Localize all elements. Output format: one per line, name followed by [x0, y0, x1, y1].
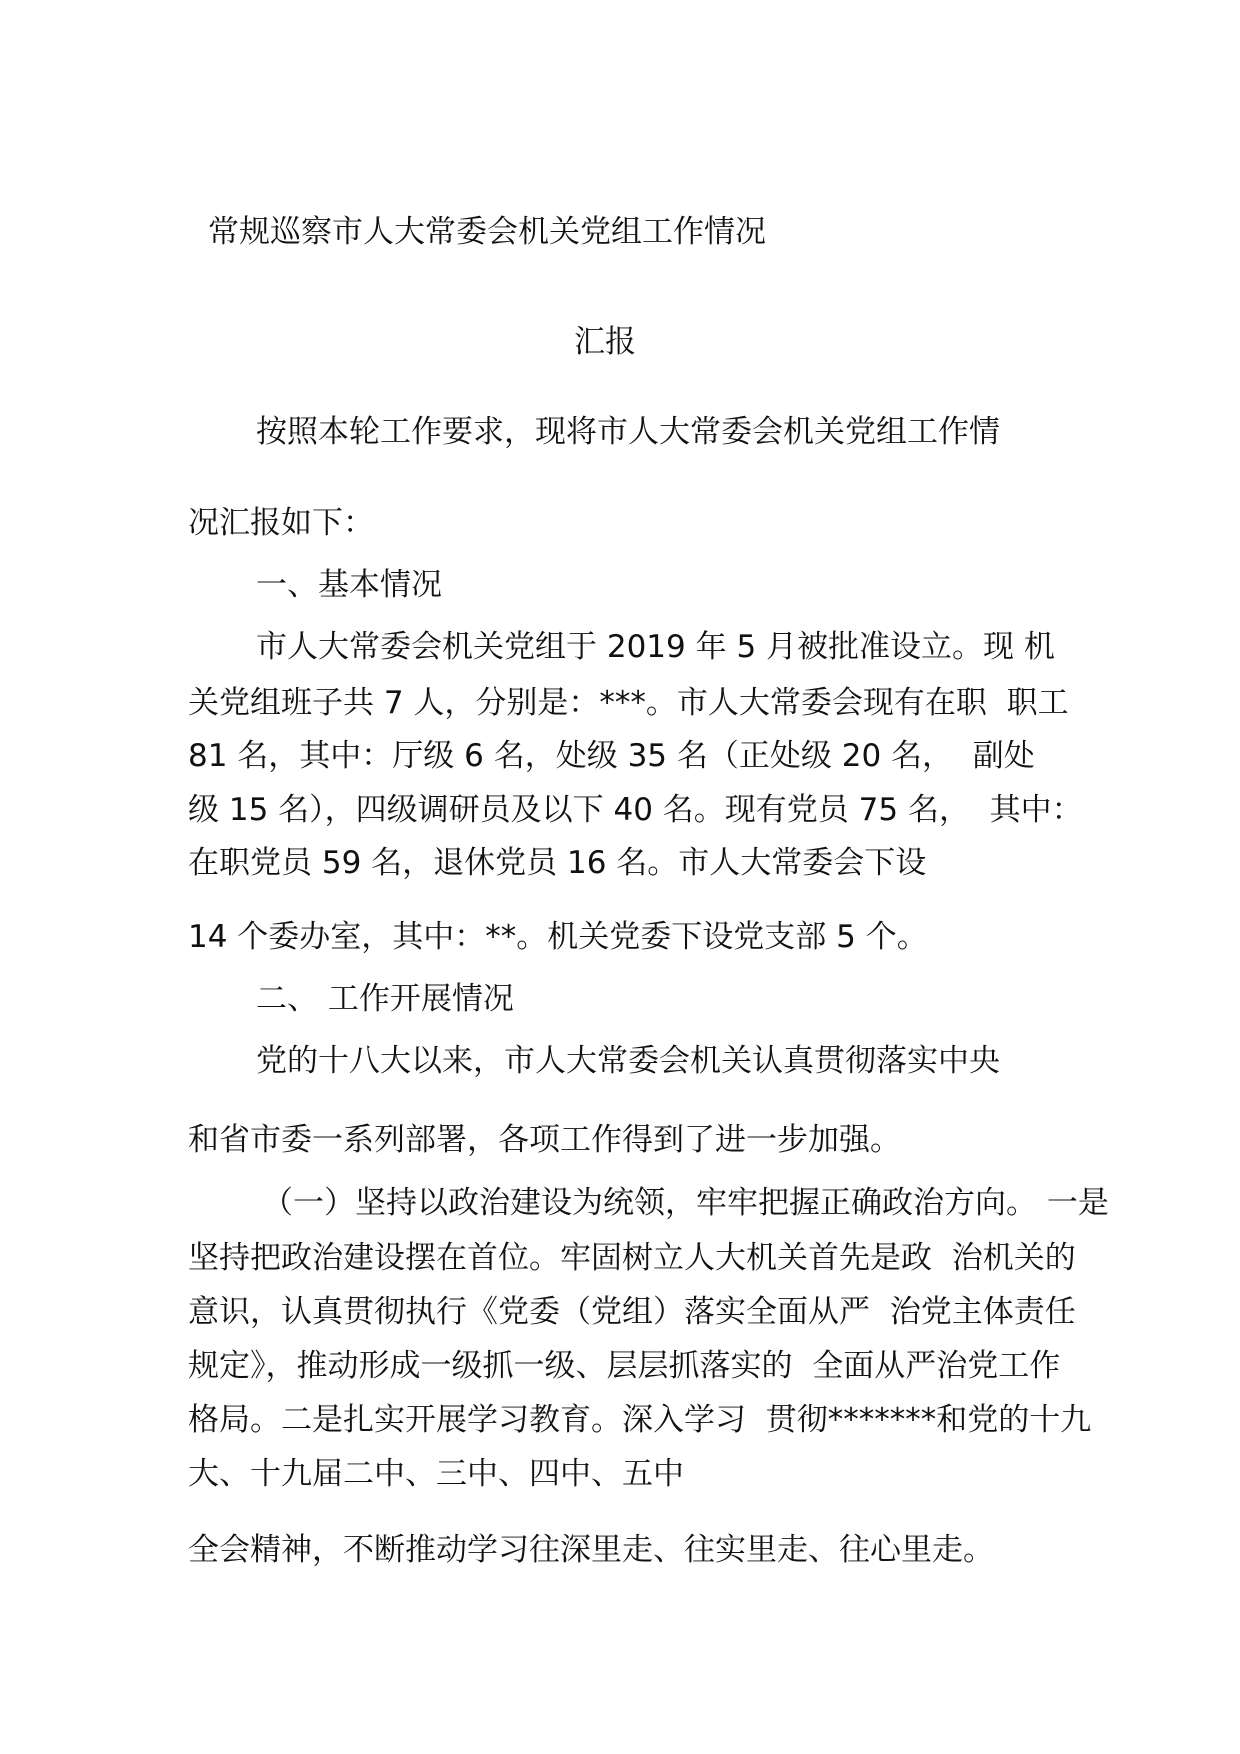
paragraph-line: 全会精神，不断推动学习往深里走、往实里走、往心里走。 [188, 1532, 994, 1568]
paragraph-line: 大、十九届二中、三中、四中、五中 [188, 1456, 684, 1492]
paragraph-line: 坚持把政治建设摆在首位。牢固树立人大机关首先是政 治机关的 [188, 1240, 1076, 1276]
paragraph-line: 格局。二是扎实开展学习教育。深入学习 贯彻*******和党的十九 [188, 1402, 1092, 1438]
paragraph-line: 市人大常委会机关党组于 2019 年 5 月被批准设立。现 机 [256, 629, 1055, 665]
paragraph-line: 规定》，推动形成一级抓一级、层层抓落实的 全面从严治党工作 [188, 1348, 1061, 1384]
paragraph-line: 意识，认真贯彻执行《党委（党组）落实全面从严 治党主体责任 [188, 1294, 1076, 1330]
paragraph-line: 和省市委一系列部署，各项工作得到了进一步加强。 [188, 1122, 901, 1158]
paragraph-line: 按照本轮工作要求，现将市人大常委会机关党组工作情 [256, 414, 1000, 450]
paragraph-line: 级 15 名），四级调研员及以下 40 名。现有党员 75 名， 其中： [188, 792, 1083, 828]
paragraph-line: 况汇报如下： [188, 505, 374, 541]
subsection-heading: （一）坚持以政治建设为统领，牢牢把握正确政治方向。 一是 [262, 1185, 1109, 1221]
section-heading-work: 二、 工作开展情况 [256, 981, 514, 1017]
paragraph-line: 81 名，其中：厅级 6 名，处级 35 名（正处级 20 名， 副处 [188, 738, 1035, 774]
paragraph-line: 关党组班子共 7 人，分别是：***。市人大常委会现有在职 职工 [188, 685, 1069, 721]
paragraph-line: 党的十八大以来，市人大常委会机关认真贯彻落实中央 [256, 1043, 1000, 1079]
section-heading-basic: 一、基本情况 [256, 567, 442, 603]
paragraph-line: 14 个委办室，其中：**。机关党委下设党支部 5 个。 [188, 919, 928, 955]
paragraph-line: 在职党员 59 名，退休党员 16 名。市人大常委会下设 [188, 845, 927, 881]
document-subtitle: 汇报 [574, 324, 636, 360]
document-title: 常规巡察市人大常委会机关党组工作情况 [208, 214, 766, 250]
